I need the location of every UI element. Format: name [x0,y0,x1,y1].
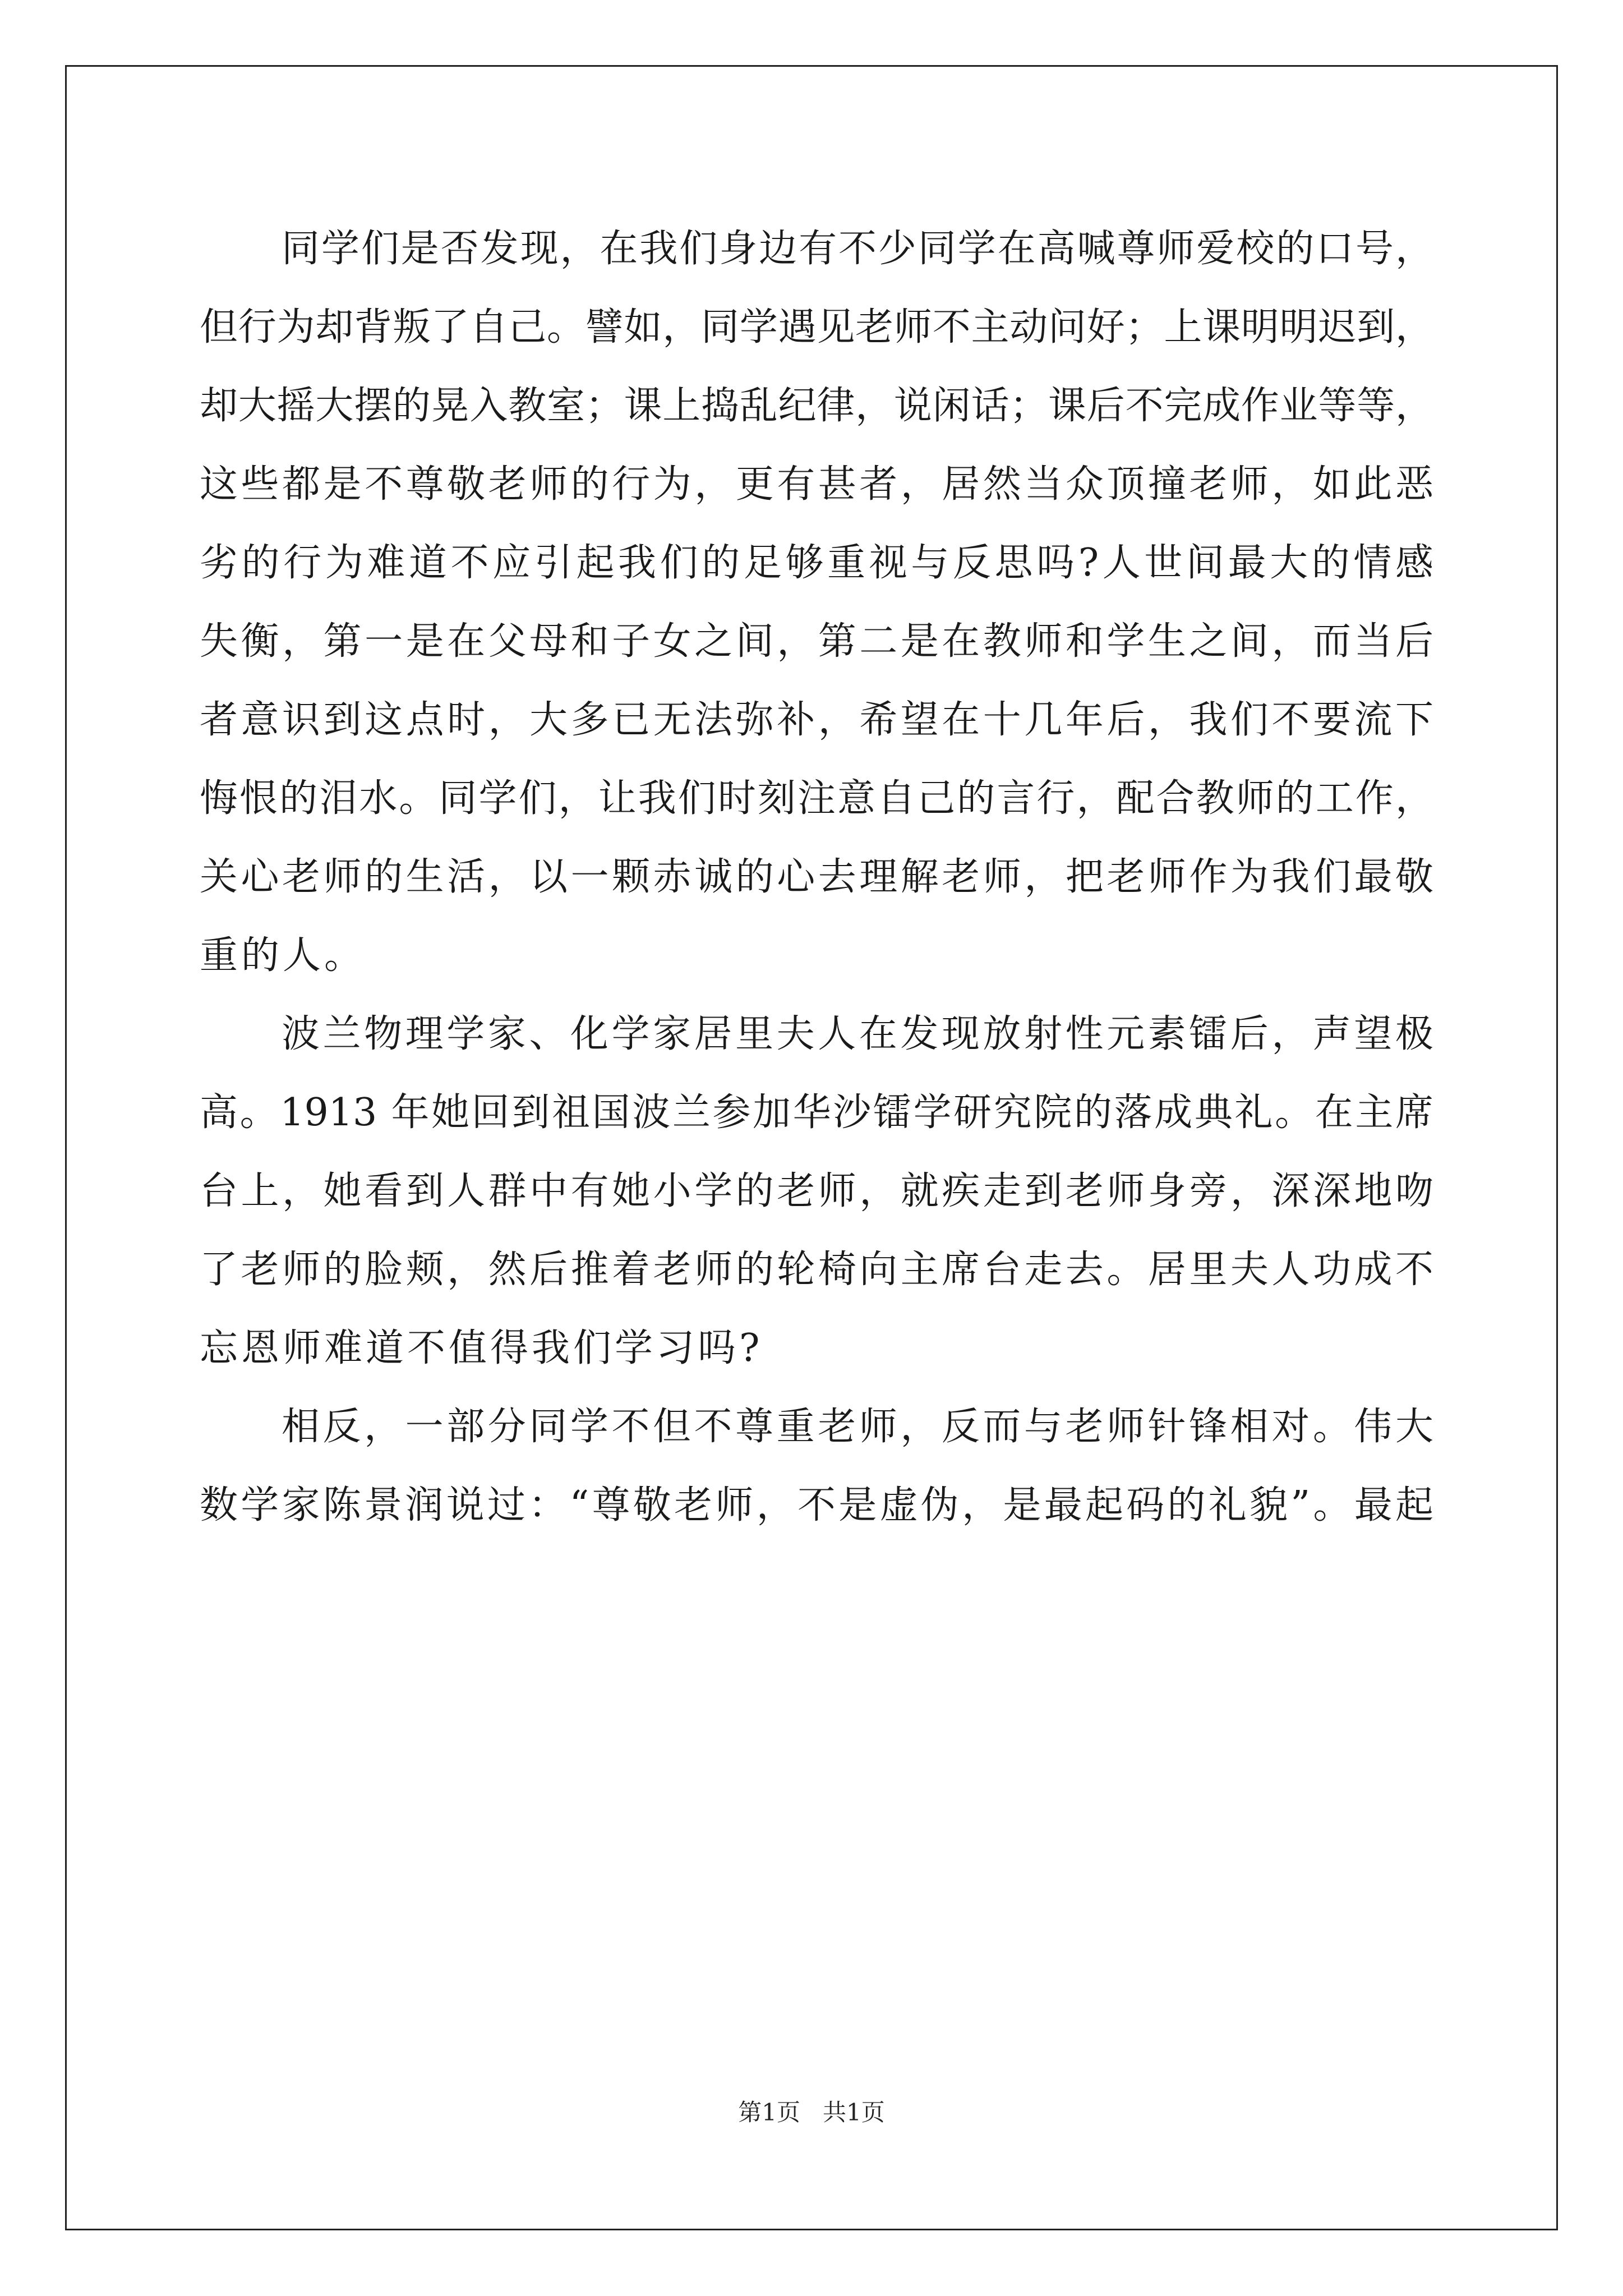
text-line: 但行为却背叛了自己。譬如，同学遇见老师不主动问好；上课明明迟到， [200,305,1433,349]
text-line: 同学们是否发现，在我们身边有不少同学在高喊尊师爱校的口号， [282,227,1433,271]
text-line: 者意识到这点时，大多已无法弥补，希望在十几年后，我们不要流下 [200,698,1433,742]
text-line: 关心老师的生活，以一颗赤诚的心去理解老师，把老师作为我们最敬 [200,855,1433,899]
text-line: 波兰物理学家、化学家居里夫人在发现放射性元素镭后，声望极 [282,1012,1433,1056]
text-line: 台上，她看到人群中有她小学的老师，就疾走到老师身旁，深深地吻 [200,1169,1433,1213]
text-line: 这些都是不尊敬老师的行为，更有甚者，居然当众顶撞老师，如此恶 [200,462,1433,507]
text-line: 重的人。 [200,933,366,978]
text-line: 相反，一部分同学不但不尊重老师，反而与老师针锋相对。伟大 [282,1405,1433,1449]
text-line: 失衡，第一是在父母和子女之间，第二是在教师和学生之间，而当后 [200,619,1433,664]
text-line: 高。1913 年她回到祖国波兰参加华沙镭学研究院的落成典礼。在主席 [200,1091,1433,1135]
text-line: 劣的行为难道不应引起我们的足够重视与反思吗?人世间最大的情感 [200,541,1433,585]
text-line: 却大摇大摆的晃入教室；课上捣乱纪律，说闲话；课后不完成作业等等， [200,384,1433,428]
text-line: 悔恨的泪水。同学们，让我们时刻注意自己的言行，配合教师的工作， [200,776,1433,821]
page-number-footer: 第1页 共1页 [738,2099,885,2126]
text-line: 数学家陈景润说过：“尊敬老师，不是虚伪，是最起码的礼貌”。最起 [200,1483,1433,1527]
text-line: 忘恩师难道不值得我们学习吗? [200,1326,763,1370]
text-line: 了老师的脸颊，然后推着老师的轮椅向主席台走去。居里夫人功成不 [200,1248,1433,1292]
